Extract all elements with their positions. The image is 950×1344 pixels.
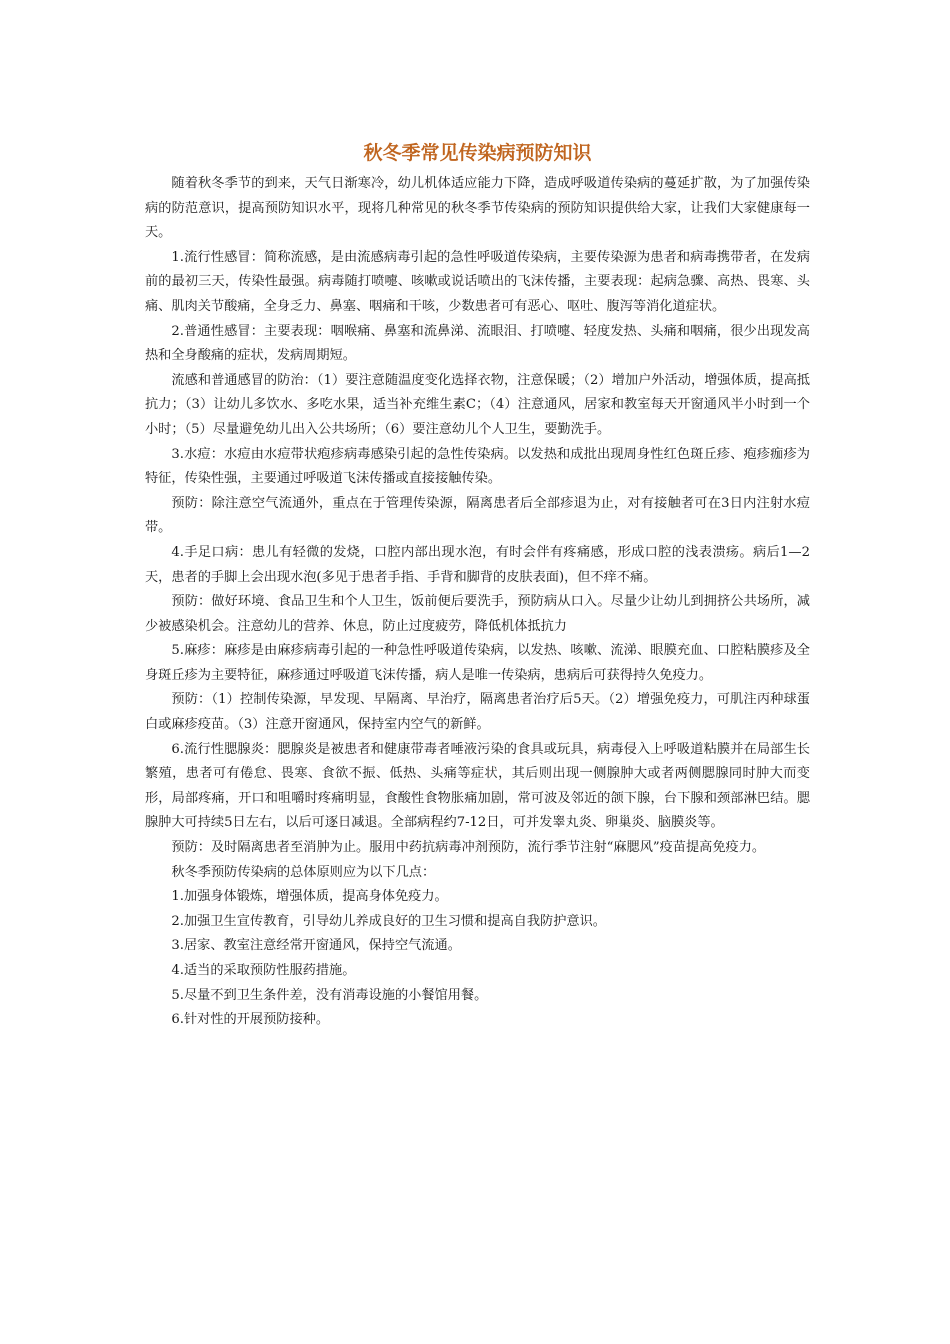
influenza-paragraph: 1.流行性感冒：简称流感，是由流感病毒引起的急性呼吸道传染病，主要传染源为患者和病毒携带者，在发病前的最初三天，传染性最强。病毒随打喷嚏、咳嗽或说话喷出的飞沫传播，主要表现：起病急骤、高热、畏寒、头痛、肌肉关节酸痛，全身乏力、鼻塞、咽痛和干咳，少数患者可有恶心、呕吐、腹泻等消化道症状。 [145,249,810,314]
principles-heading: 秋冬季预防传染病的总体原则应为以下几点： [171,864,436,880]
mumps-paragraph: 6.流行性腮腺炎：腮腺炎是被患者和健康带毒者唾液污染的食具或玩具，病毒侵入上呼吸道粘膜并在局部生长繁殖，患者可有倦怠、畏寒、食欲不振、低热、头痛等症状，其后则出现一侧腺肿大或者两侧腮腺同时肿大而变形，局部疼痛，开口和咀嚼时疼痛明显，食酸性食物胀痛加剧，常可波及邻近的颌下腺，台下腺和颈部淋巴结。腮腺肿大可持续5日左右，以后可逐日减退。全部病程约7-12日，可并发睾丸炎、卵巢炎、脑膜炎等。 [145,741,810,831]
principle-item: 3.居家、教室注意经常开窗通风，保持空气流通。 [171,938,461,954]
principle-item: 6.针对性的开展预防接种。 [171,1012,330,1028]
hfmd-prevention-paragraph: 预防：做好环境、食品卫生和个人卫生，饭前便后要洗手，预防病从口入。尽量少让幼儿到拥挤公共场所，减少被感染机会。注意幼儿的营养、休息，防止过度疲劳，降低机体抵抗力 [145,594,810,634]
mumps-prevention-paragraph: 预防：及时隔离患者至消肿为止。服用中药抗病毒冲剂预防，流行季节注射“麻腮风”疫苗提高免疫力。 [171,840,766,856]
document-title: 秋冬季常见传染病预防知识 [363,142,592,164]
principle-item: 1.加强身体锻炼，增强体质，提高身体免疫力。 [171,889,448,905]
chickenpox-paragraph: 3.水痘：水痘由水痘带状疱疹病毒感染引起的急性传染病。以发热和成批出现周身性红色斑丘疹、疱疹痂疹为特征，传染性强，主要通过呼吸道飞沫传播或直接接触传染。 [145,446,810,487]
measles-prevention-paragraph: 预防：（1）控制传染源，早发现、早隔离、早治疗，隔离患者治疗后5天。（2）增强免疫力，可肌注丙种球蛋白或麻疹疫苗。（3）注意开窗通风，保持室内空气的新鲜。 [145,692,810,733]
document-body [145,172,810,1033]
principle-item: 4.适当的采取预防性服药措施。 [171,963,356,978]
cold-prevention-paragraph: 流感和普通感冒的防治：（1）要注意随温度变化选择衣物，注意保暖；（2）增加户外活动，增强体质，提高抵抗力；（3）让幼儿多饮水、多吃水果，适当补充维生素C；（4）注意通风，居家和教室每天开窗通风半小时到一个小时；（5）尽量避免幼儿出入公共场所；（6）要注意幼儿个人卫生，要勤洗手。 [145,372,810,437]
principle-item: 5.尽量不到卫生条件差，没有消毒设施的小餐馆用餐。 [171,987,488,1003]
hfmd-paragraph: 4.手足口病：患儿有轻微的发烧，口腔内部出现水泡，有时会伴有疼痛感，形成口腔的浅表溃疡。病后1—2天，患者的手脚上会出现水泡(多见于患者手指、手背和脚背的皮肤表面)，但不痒不痛。 [145,544,810,585]
principle-item: 2.加强卫生宣传教育，引导幼儿养成良好的卫生习惯和提高自我防护意识。 [171,913,606,929]
document-page [145,0,810,1033]
intro-paragraph: 随着秋冬季节的到来，天气日渐寒冷，幼儿机体适应能力下降，造成呼吸道传染病的蔓延扩散，为了加强传染病的防范意识，提高预防知识水平，现将几种常见的秋冬季节传染病的预防知识提供给大家，让我们大家健康每一天。 [145,176,810,241]
chickenpox-prevention-paragraph: 预防：除注意空气流通外，重点在于管理传染源，隔离患者后全部疹退为止，对有接触者可在3日内注射水痘带。 [145,495,810,536]
measles-paragraph: 5.麻疹：麻疹是由麻疹病毒引起的一种急性呼吸道传染病，以发热、咳嗽、流涕、眼膜充血、口腔粘膜疹及全身斑丘疹为主要特征，麻疹通过呼吸道飞沫传播，病人是唯一传染病，患病后可获得持久免疫力。 [145,643,810,683]
common-cold-paragraph: 2.普通性感冒：主要表现：咽喉痛、鼻塞和流鼻涕、流眼泪、打喷嚏、轻度发热、头痛和咽痛，很少出现发高热和全身酸痛的症状，发病周期短。 [145,323,810,364]
